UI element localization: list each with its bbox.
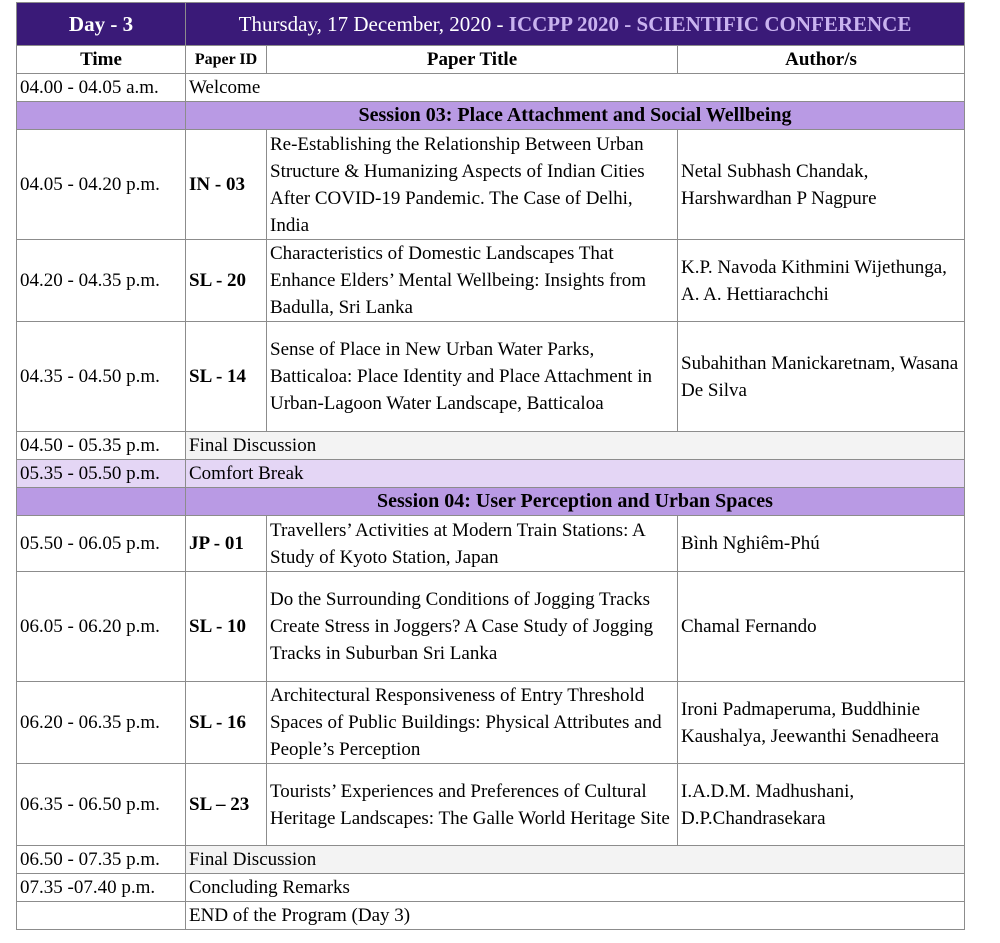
paper-id-cell: SL - 20 (186, 240, 267, 322)
event-cell: Concluding Remarks (186, 874, 965, 902)
time-cell: 04.00 - 04.05 a.m. (17, 74, 186, 102)
date-title (186, 3, 965, 46)
time-cell: 07.35 -07.40 p.m. (17, 874, 186, 902)
time-cell: 06.20 - 06.35 p.m. (17, 682, 186, 764)
header-time: Time (17, 46, 186, 74)
table-row (17, 846, 965, 874)
schedule-container (16, 2, 965, 930)
table-row (17, 240, 965, 322)
header-paper-title: Paper Title (267, 46, 678, 74)
session-header (17, 102, 965, 130)
paper-title-cell: Sense of Place in New Urban Water Parks, Batticaloa: Place Identity and Place Attachment in Urban-Lagoon Water Landscape, Batticaloa (267, 322, 678, 432)
time-cell: 04.50 - 05.35 p.m. (17, 432, 186, 460)
paper-id-cell: IN - 03 (186, 130, 267, 240)
header-paper-id: Paper ID (186, 46, 267, 74)
table-row (17, 902, 965, 930)
authors-cell: I.A.D.M. Madhushani, D.P.Chandrasekara (678, 764, 965, 846)
paper-id-cell: JP - 01 (186, 516, 267, 572)
paper-id-cell: SL – 23 (186, 764, 267, 846)
event-cell: Comfort Break (186, 460, 965, 488)
authors-cell: Chamal Fernando (678, 572, 965, 682)
session-header (17, 488, 965, 516)
table-title-row (17, 3, 965, 46)
authors-cell: Ironi Padmaperuma, Buddhinie Kaushalya, Jeewanthi Senadheera (678, 682, 965, 764)
time-cell: 04.20 - 04.35 p.m. (17, 240, 186, 322)
paper-title-cell: Do the Surrounding Conditions of Jogging Tracks Create Stress in Joggers? A Case Study of Jogging Tracks in Suburban Sri Lanka (267, 572, 678, 682)
paper-title-cell: Characteristics of Domestic Landscapes That Enhance Elders’ Mental Wellbeing: Insights from Badulla, Sri Lanka (267, 240, 678, 322)
authors-cell: Netal Subhash Chandak, Harshwardhan P Nagpure (678, 130, 965, 240)
paper-title-cell: Tourists’ Experiences and Preferences of Cultural Heritage Landscapes: The Galle World Heritage Site (267, 764, 678, 846)
paper-id-cell: SL - 10 (186, 572, 267, 682)
authors-cell: K.P. Navoda Kithmini Wijethunga, A. A. Hettiarachchi (678, 240, 965, 322)
table-row (17, 74, 965, 102)
table-row (17, 764, 965, 846)
authors-cell: Bình Nghiêm-Phú (678, 516, 965, 572)
event-cell: Welcome (186, 74, 965, 102)
time-cell (17, 902, 186, 930)
time-cell: 05.35 - 05.50 p.m. (17, 460, 186, 488)
paper-title-cell: Travellers’ Activities at Modern Train Stations: A Study of Kyoto Station, Japan (267, 516, 678, 572)
event-cell: Final Discussion (186, 432, 965, 460)
table-row (17, 516, 965, 572)
time-cell: 05.50 - 06.05 p.m. (17, 516, 186, 572)
date-text: Thursday, 17 December, 2020 - (238, 11, 509, 36)
paper-title-cell: Re-Establishing the Relationship Between Urban Structure & Humanizing Aspects of Indian Cities After COVID-19 Pandemic. The Case of Delhi, India (267, 130, 678, 240)
paper-id-cell: SL - 16 (186, 682, 267, 764)
session-title: Session 03: Place Attachment and Social Wellbeing (186, 102, 965, 130)
header-authors: Author/s (678, 46, 965, 74)
time-cell: 04.35 - 04.50 p.m. (17, 322, 186, 432)
paper-title-cell: Architectural Responsiveness of Entry Threshold Spaces of Public Buildings: Physical Attributes and People’s Perception (267, 682, 678, 764)
table-row (17, 460, 965, 488)
time-cell: 04.05 - 04.20 p.m. (17, 130, 186, 240)
event-cell: END of the Program (Day 3) (186, 902, 965, 930)
column-header-row (17, 46, 965, 74)
schedule-table (16, 2, 965, 930)
time-cell: 06.35 - 06.50 p.m. (17, 764, 186, 846)
time-cell: 06.50 - 07.35 p.m. (17, 846, 186, 874)
authors-cell: Subahithan Manickaretnam, Wasana De Silva (678, 322, 965, 432)
session-title: Session 04: User Perception and Urban Spaces (186, 488, 965, 516)
day-label: Day - 3 (17, 3, 186, 46)
table-row (17, 130, 965, 240)
event-cell: Final Discussion (186, 846, 965, 874)
time-cell: 06.05 - 06.20 p.m. (17, 572, 186, 682)
paper-id-cell: SL - 14 (186, 322, 267, 432)
table-row (17, 572, 965, 682)
table-row (17, 874, 965, 902)
conference-name: ICCPP 2020 - SCIENTIFIC CONFERENCE (508, 11, 912, 36)
table-row (17, 682, 965, 764)
table-row (17, 432, 965, 460)
table-row (17, 322, 965, 432)
